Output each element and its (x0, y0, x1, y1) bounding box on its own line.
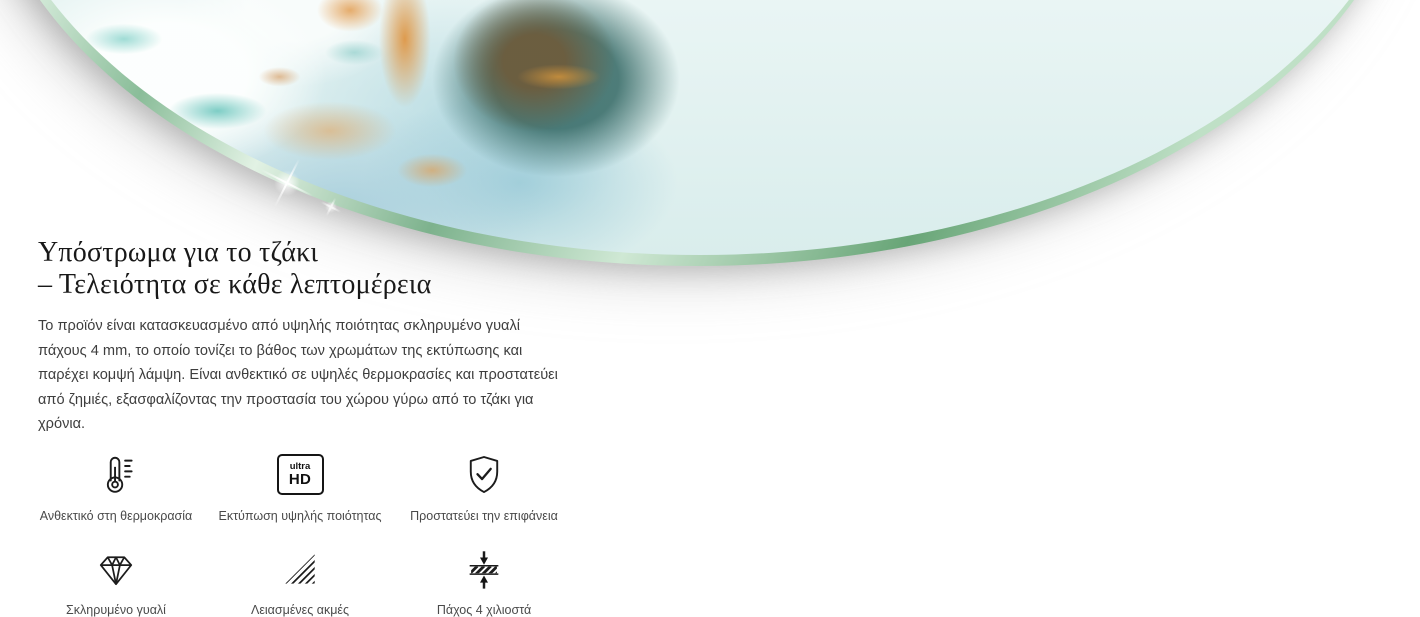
thermometer-icon (93, 451, 139, 499)
feature-polished-edges (208, 545, 392, 617)
ultra-hd-badge-top: ultra (289, 460, 311, 472)
feature-label: Λειασμένες ακμές (250, 602, 349, 617)
feature-label: Πάχος 4 χιλιοστά (436, 602, 532, 617)
page-title-line2: – Τελειότητα σε κάθε λεπτομέρεια (38, 269, 432, 300)
product-info-section (0, 0, 600, 617)
feature-surface-protection (392, 451, 576, 523)
feature-thickness (392, 545, 576, 617)
polished-edges-icon (281, 545, 319, 593)
ultra-hd-icon (277, 451, 324, 499)
product-description: Το προϊόν είναι κατασκευασμένο από υψηλής ποιότητας σκληρυμένο γυαλί πάχους 4 mm, το οποίο τονίζει το βάθος των χρωμάτων της εκτύπωσης και παρέχει κομψή λάμψη. Είναι ανθεκτικό σε υψηλές θερμοκρασίες και προστατεύει από ζημιές, εξασφαλίζοντας την προστασία του χώρου γύρω από το τζάκι για χρόνια. (38, 318, 558, 432)
feature-heat-resistant (24, 451, 208, 523)
thickness-icon (462, 545, 506, 593)
page-title-line1: Υπόστρωμα για το τζάκι (38, 237, 319, 268)
feature-print-quality (208, 451, 392, 523)
feature-label: Ανθεκτικό στη θερμοκρασία (39, 508, 193, 523)
product-image (0, 0, 600, 230)
ultra-hd-badge-bottom: HD (288, 470, 312, 488)
feature-label: Εκτύπωση υψηλής ποιότητας (218, 508, 382, 523)
feature-label: Προστατεύει την επιφάνεια (410, 508, 558, 523)
feature-label: Σκληρυμένο γυαλί (66, 602, 166, 617)
feature-tempered-glass (24, 545, 208, 617)
diamond-icon (95, 545, 137, 593)
feature-grid (0, 451, 600, 617)
glass-disc (0, 0, 1420, 255)
shield-check-icon (461, 451, 507, 499)
